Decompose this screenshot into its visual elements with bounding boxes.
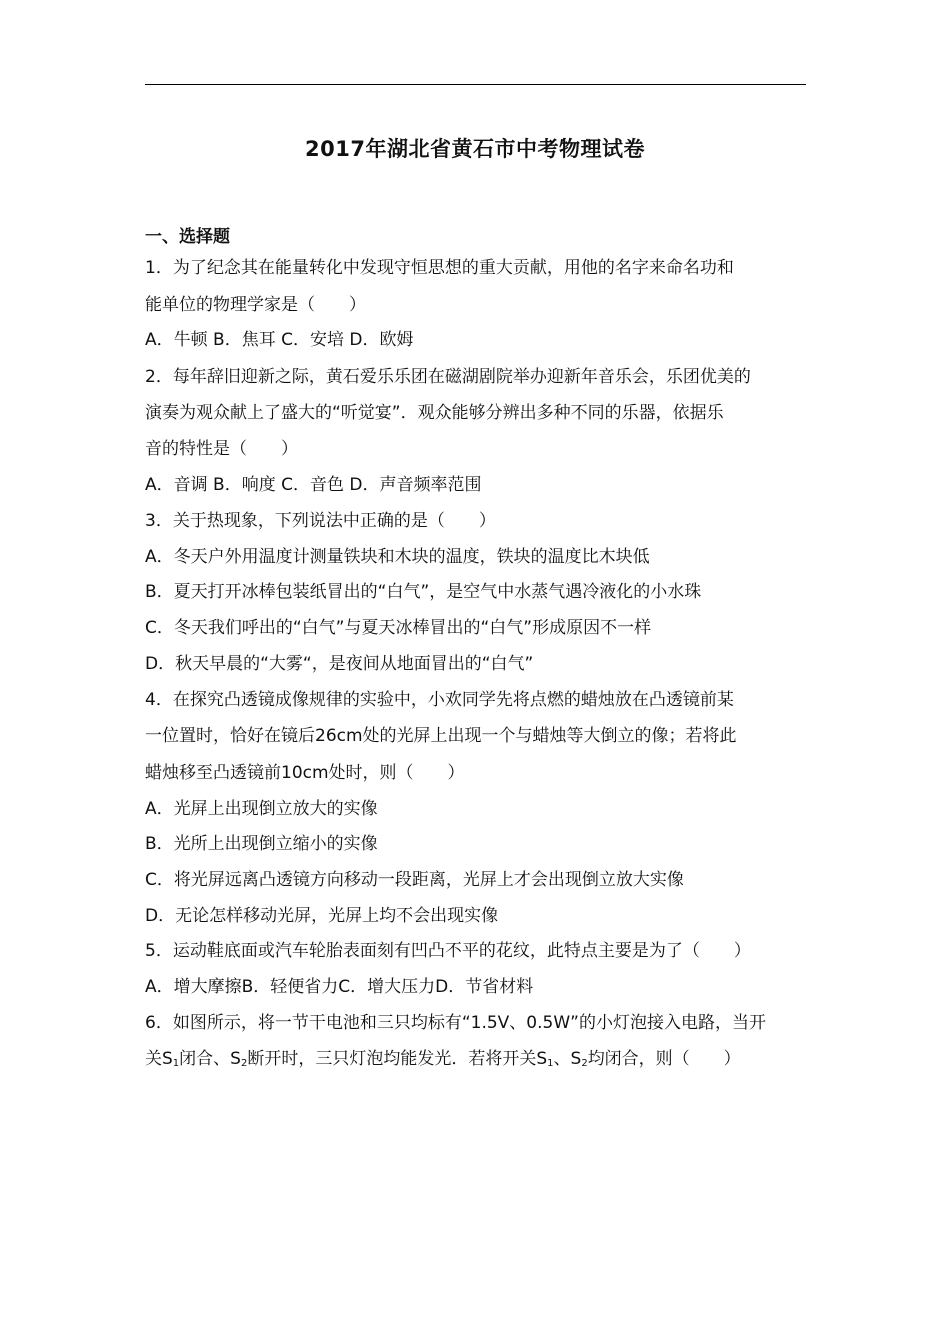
question-4-option-a: A．光屏上出现倒立放大的实像: [145, 799, 378, 819]
question-3-option-c: C．冬天我们呼出的“白气”与夏天冰棒冒出的“白气”形成原因不一样: [145, 618, 652, 638]
exam-title: 2017年湖北省黄石市中考物理试卷: [305, 137, 645, 161]
header-rule: [145, 84, 806, 85]
question-2-options: A．音调 B．响度 C．音色 D．声音频率范围: [145, 475, 482, 495]
question-1-line-2: 能单位的物理学家是（ ）: [145, 295, 366, 315]
q6-text-part-3: 断开时，三只灯泡均能发光．若将开关S: [247, 1049, 548, 1069]
q6-text-part-2: 闭合、S: [179, 1049, 241, 1069]
question-4-option-d: D．无论怎样移动光屏，光屏上均不会出现实像: [145, 906, 499, 926]
question-1-options: A．牛顿 B．焦耳 C．安培 D．欧姆: [145, 330, 414, 350]
q6-text-part-1: 关S: [145, 1049, 173, 1069]
switch-1-subscript: 1: [172, 1058, 180, 1069]
question-3-option-a: A．冬天户外用温度计测量铁块和木块的温度，铁块的温度比木块低: [145, 547, 650, 567]
question-3-option-b: B．夏天打开冰棒包装纸冒出的“白气”，是空气中水蒸气遇冷液化的小水珠: [145, 582, 702, 602]
question-3-stem: 3．关于热现象，下列说法中正确的是（ ）: [145, 511, 496, 531]
q6-text-part-5: 均闭合，则（ ）: [587, 1049, 741, 1069]
question-2-line-3: 音的特性是（ ）: [145, 439, 298, 459]
question-3-option-d: D．秋天早晨的“大雾“，是夜间从地面冒出的“白气”: [145, 654, 534, 674]
question-2-line-2: 演奏为观众献上了盛大的“听觉宴”．观众能够分辨出多种不同的乐器，依据乐: [145, 403, 724, 423]
question-6-line-1: 6．如图所示，将一节干电池和三只均标有“1.5V、0.5W”的小灯泡接入电路，当开: [145, 1013, 766, 1033]
switch-1-subscript-second: 1: [547, 1058, 554, 1069]
question-2-line-1: 2．每年辞旧迎新之际，黄石爱乐乐团在磁湖剧院举办迎新年音乐会，乐团优美的: [145, 367, 751, 387]
question-4-line-2: 一位置时，恰好在镜后26cm处的光屏上出现一个与蜡烛等大倒立的像；若将此: [145, 726, 737, 746]
switch-2-subscript: 2: [240, 1058, 248, 1069]
q6-text-part-4: 、S: [553, 1049, 582, 1069]
question-4-option-c: C．将光屏远离凸透镜方向移动一段距离，光屏上才会出现倒立放大实像: [145, 870, 684, 890]
question-5-stem: 5．运动鞋底面或汽车轮胎表面刻有凹凸不平的花纹，此特点主要是为了（ ）: [145, 941, 751, 961]
question-5-options: A．增大摩擦B．轻便省力C．增大压力D．节省材料: [145, 977, 534, 997]
switch-2-subscript-second: 2: [581, 1058, 588, 1069]
question-6-line-2: [145, 1047, 741, 1076]
section-heading-multiple-choice: 一、选择题: [145, 227, 230, 247]
question-4-option-b: B．光所上出现倒立缩小的实像: [145, 834, 378, 854]
question-4-line-1: 4．在探究凸透镜成像规律的实验中，小欢同学先将点燃的蜡烛放在凸透镜前某: [145, 690, 734, 710]
question-1-line-1: 1．为了纪念其在能量转化中发现守恒思想的重大贡献，用他的名字来命名功和: [145, 258, 734, 278]
question-4-line-3: 蜡烛移至凸透镜前10cm处时，则（ ）: [145, 763, 465, 783]
